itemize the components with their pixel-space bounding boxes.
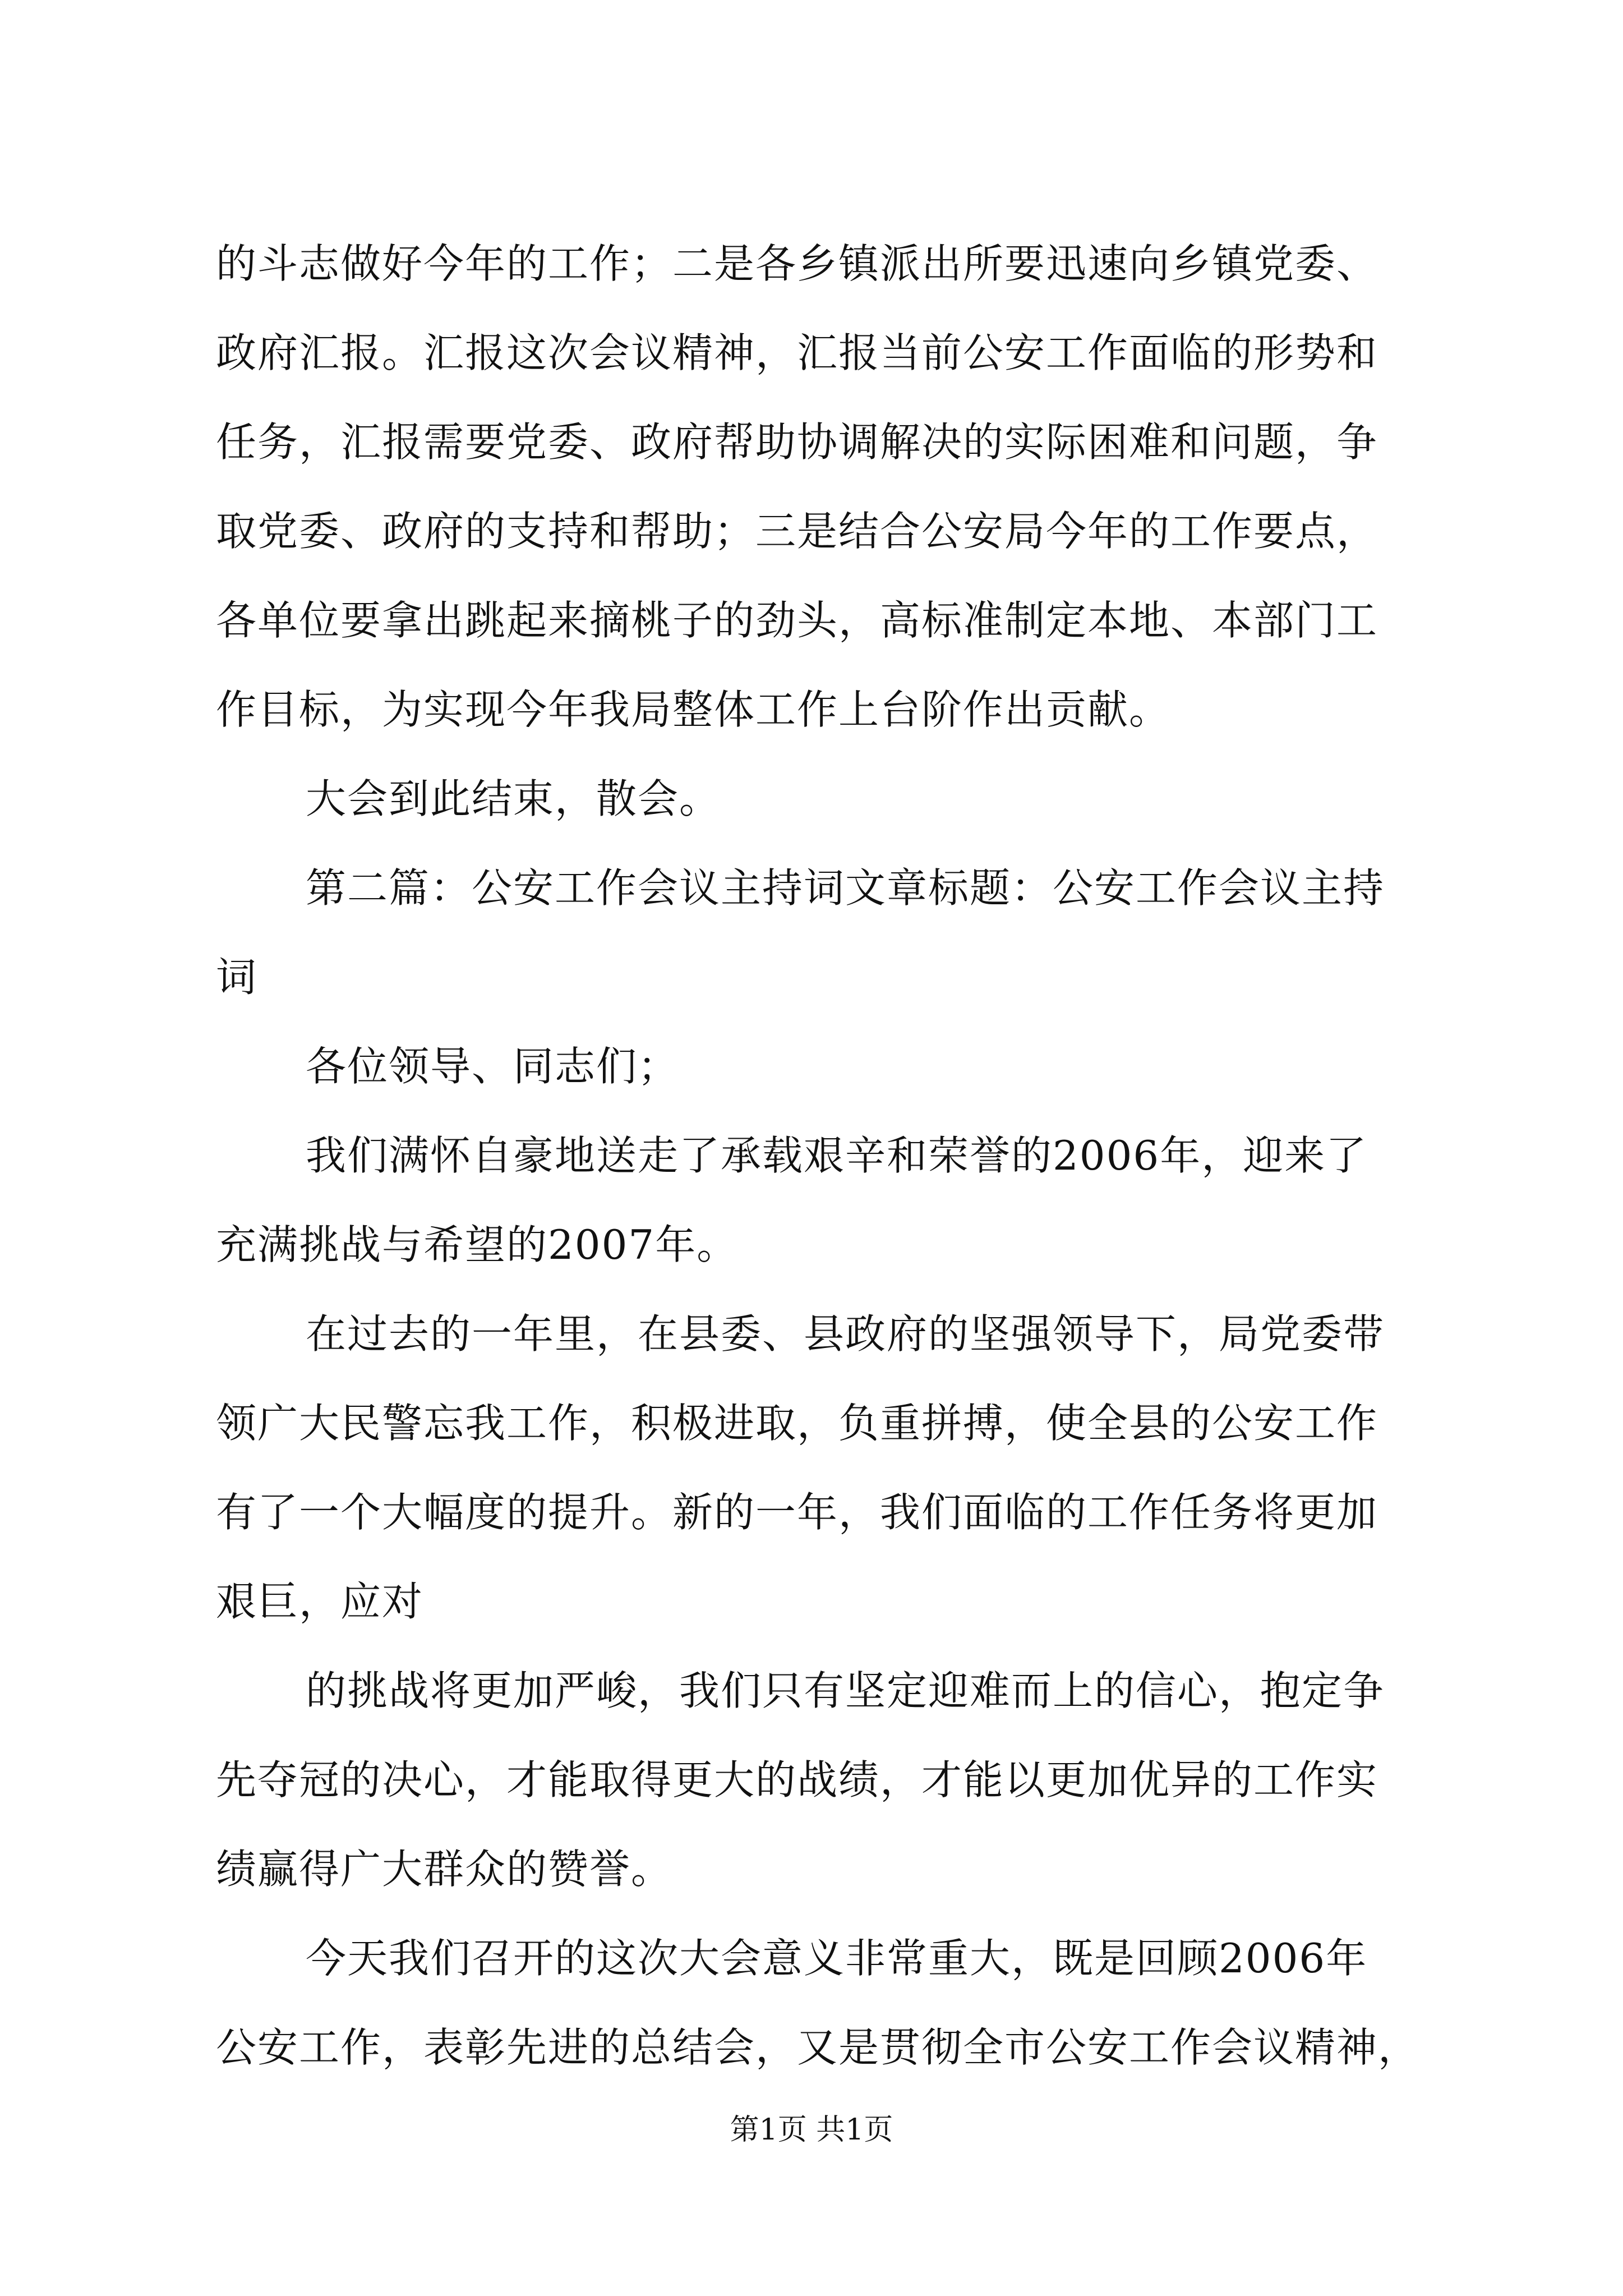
body-line: 公安工作，表彰先进的总结会，又是贯彻全市公安工作会议精神， bbox=[216, 2024, 1420, 2071]
body-line: 作目标，为实现今年我局整体工作上台阶作出贡献。 bbox=[216, 686, 1171, 733]
body-line: 今天我们召开的这次大会意义非常重大，既是回顾2006年 bbox=[306, 1935, 1368, 1982]
body-line: 在过去的一年里，在县委、县政府的坚强领导下，局党委带 bbox=[306, 1310, 1385, 1358]
body-line: 绩赢得广大群众的赞誉。 bbox=[216, 1846, 673, 1893]
body-line: 政府汇报。汇报这次会议精神，汇报当前公安工作面临的形势和 bbox=[216, 329, 1378, 376]
salutation: 各位领导、同志们； bbox=[306, 1043, 680, 1090]
body-line: 先夺冠的决心，才能取得更大的战绩，才能以更加优异的工作实 bbox=[216, 1756, 1378, 1803]
page-footer: 第1页 共1页 bbox=[730, 2113, 893, 2147]
body-line: 大会到此结束，散会。 bbox=[306, 775, 721, 822]
body-line: 艰巨，应对 bbox=[216, 1578, 424, 1625]
body-line: 任务，汇报需要党委、政府帮助协调解决的实际困难和问题，争 bbox=[216, 418, 1378, 466]
body-line: 的斗志做好今年的工作；二是各乡镇派出所要迅速向乡镇党委、 bbox=[216, 240, 1378, 287]
body-line: 的挑战将更加严峻，我们只有坚定迎难而上的信心，抱定争 bbox=[306, 1667, 1385, 1714]
body-line: 充满挑战与希望的2007年。 bbox=[216, 1221, 739, 1268]
body-line: 领广大民警忘我工作，积极进取，负重拼搏，使全县的公安工作 bbox=[216, 1400, 1378, 1447]
section-heading: 第二篇：公安工作会议主持词文章标题：公安工作会议主持 bbox=[306, 864, 1385, 912]
body-line: 取党委、政府的支持和帮助；三是结合公安局今年的工作要点， bbox=[216, 508, 1378, 555]
section-heading-cont: 词 bbox=[216, 954, 258, 1001]
body-line: 我们满怀自豪地送走了承载艰辛和荣誉的2006年，迎来了 bbox=[306, 1132, 1368, 1179]
body-line: 有了一个大幅度的提升。新的一年，我们面临的工作任务将更加 bbox=[216, 1489, 1378, 1536]
body-line: 各单位要拿出跳起来摘桃子的劲头，高标准制定本地、本部门工 bbox=[216, 597, 1378, 644]
